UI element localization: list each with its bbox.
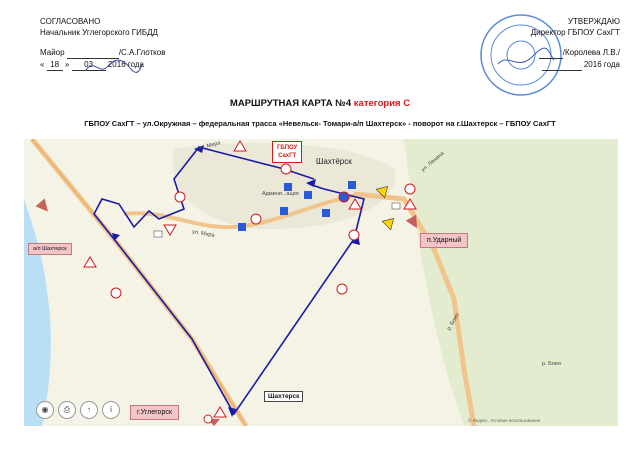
river-label-2: р. Боео — [542, 361, 561, 367]
udarny-label: п.Ударный — [420, 233, 468, 248]
town-label: Шахтёрск — [316, 157, 352, 166]
approval-heading-right: УТВЕРЖДАЮ — [567, 17, 620, 26]
date-close-quote: » — [64, 60, 70, 69]
date-day: 18 — [47, 59, 63, 71]
street-lenin: ул. Ленина — [420, 150, 446, 174]
river-label: р. Боео — [446, 312, 461, 332]
shakhtersk-sign: Шахтерск — [264, 391, 303, 402]
approval-position: Начальник Углегорского ГИБДД — [40, 28, 158, 37]
water-area — [24, 199, 51, 426]
approval-heading: СОГЛАСОВАНО — [40, 17, 101, 26]
approval-name: /С.А.Глотков — [118, 48, 166, 57]
title-category: категория С — [353, 98, 411, 109]
approval-rank: Майор — [40, 48, 65, 57]
signature-scribble-left — [84, 58, 144, 78]
admin-label: Админи...ация — [262, 191, 299, 197]
uglegorsk-label: г.Углегорск — [130, 405, 179, 420]
route-map[interactable] — [24, 139, 618, 426]
date-year-right: 2016 года — [583, 60, 620, 69]
date-year: 2016 года — [107, 60, 144, 69]
map-canvas — [24, 139, 618, 426]
approval-name-right: /Королева Л.В./ — [562, 48, 620, 57]
college-marker — [272, 141, 302, 163]
airport-label: а/п Шахтерск — [28, 243, 72, 255]
map-copyright: © Яндекс, Условия использования — [468, 418, 541, 423]
date-line-right — [542, 59, 582, 71]
street-mira-2: ул. Мира — [191, 229, 216, 239]
date-month: 03 — [72, 59, 106, 71]
forest-area — [404, 139, 618, 426]
street-mira-1: ул. Мира — [197, 140, 222, 152]
approval-block-right — [500, 16, 620, 71]
college-marker-line2: СахГТ — [278, 153, 297, 159]
share-icon[interactable]: ↑ — [80, 401, 98, 419]
info-icon[interactable]: i — [102, 401, 120, 419]
print-icon[interactable]: ⎙ — [58, 401, 76, 419]
title-main: МАРШРУТНАЯ КАРТА №4 — [229, 98, 352, 109]
date-open-quote: « — [40, 60, 45, 69]
signature-line-right — [539, 47, 563, 59]
approval-position-right: Директор ГБПОУ СахГТ — [530, 28, 620, 37]
document-title — [0, 98, 640, 109]
arrow-airport-icon — [36, 199, 53, 216]
route-description: ГБПОУ СахГТ – ул.Окружная – федеральная трасса «Невельск- Томари-а/п Шахтерск» - поворот на г.Шахтерск – ГБПОУ СахГТ — [84, 119, 556, 128]
college-marker-line1: ГБПОУ — [277, 145, 298, 151]
binoculars-icon[interactable]: ◉ — [36, 401, 54, 419]
